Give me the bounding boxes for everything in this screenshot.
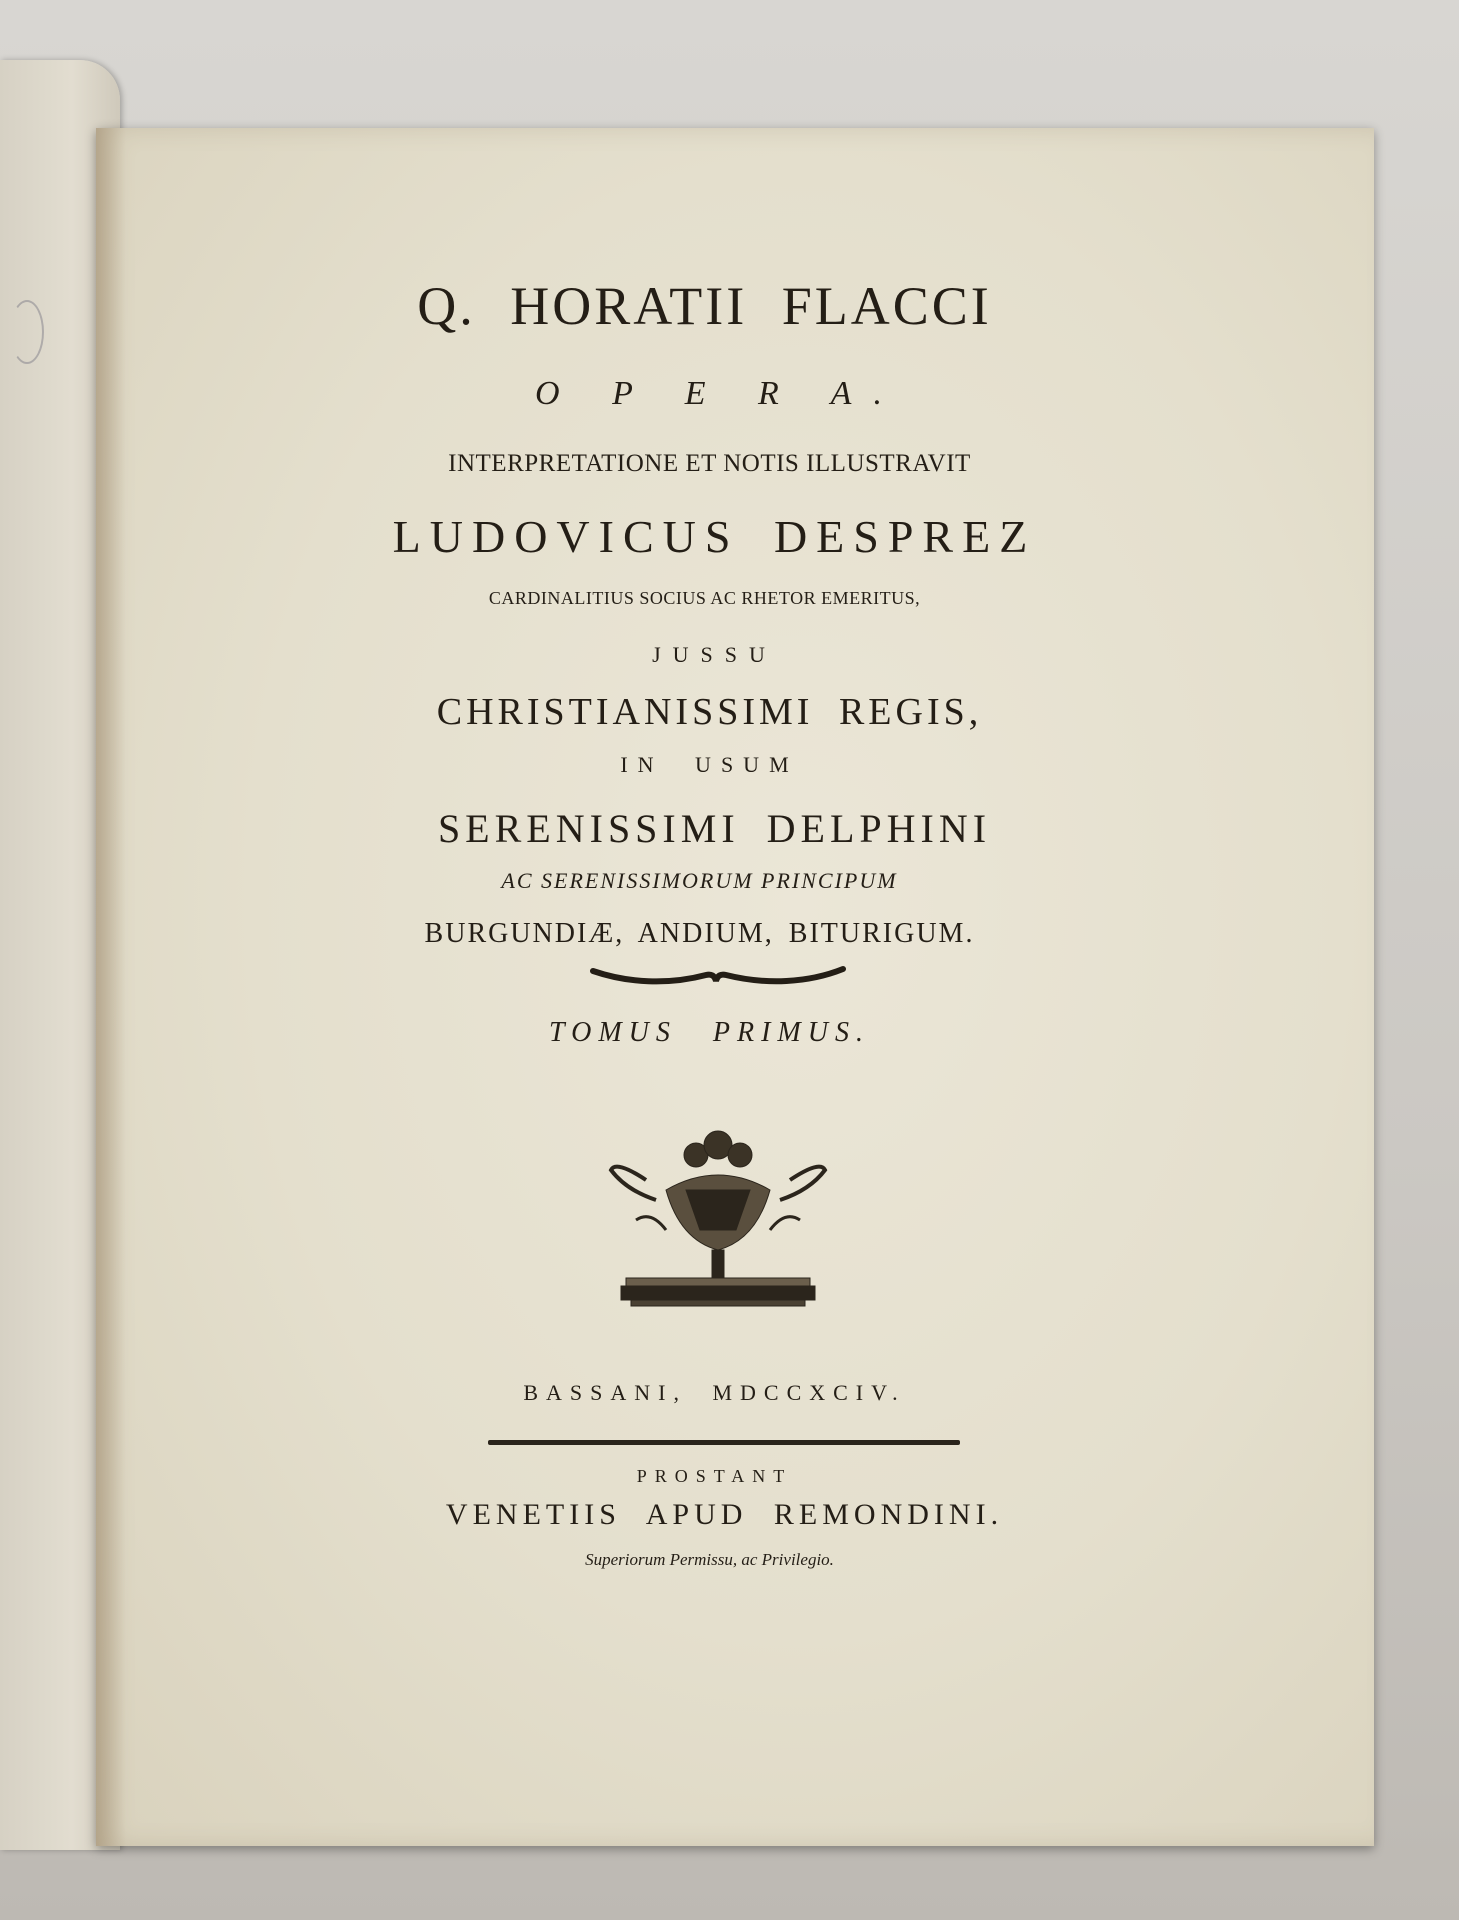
editor-role: CARDINALITIUS SOCIUS AC RHETOR EMERITUS, [488, 588, 921, 608]
dauphin-line: SERENISSIMI DELPHINI [437, 806, 992, 851]
prostant-line: PROSTANT [636, 1466, 793, 1486]
princes-names-line: BURGUNDIÆ, ANDIUM, BITURIGUM. [424, 918, 975, 949]
interpretation-line: INTERPRETATIONE ET NOTIS ILLUSTRAVIT [448, 450, 971, 477]
swash-rule-icon [588, 963, 848, 997]
princes-line: AC SERENISSIMORUM PRINCIPUM [501, 868, 898, 893]
volume-line: TOMUS PRIMUS. [549, 1017, 870, 1048]
publisher-line: VENETIIS APUD REMONDINI. [445, 1498, 1004, 1531]
in-usum-line: IN USUM [620, 752, 799, 777]
privilege-line: Superiorum Permissu, ac Privilegio. [585, 1550, 834, 1569]
work-title: O P E R A. [535, 375, 904, 412]
king-line: CHRISTIANISSIMI REGIS, [436, 691, 983, 733]
urn-vignette-icon [606, 1120, 830, 1310]
place-date-line: BASSANI, MDCCXCIV. [523, 1380, 906, 1405]
jussu-line: JUSSU [652, 642, 777, 667]
editor-name: LUDOVICUS DESPREZ [392, 511, 1037, 562]
author-line: Q. HORATII FLACCI [417, 276, 992, 336]
imprint-rule [488, 1440, 960, 1445]
